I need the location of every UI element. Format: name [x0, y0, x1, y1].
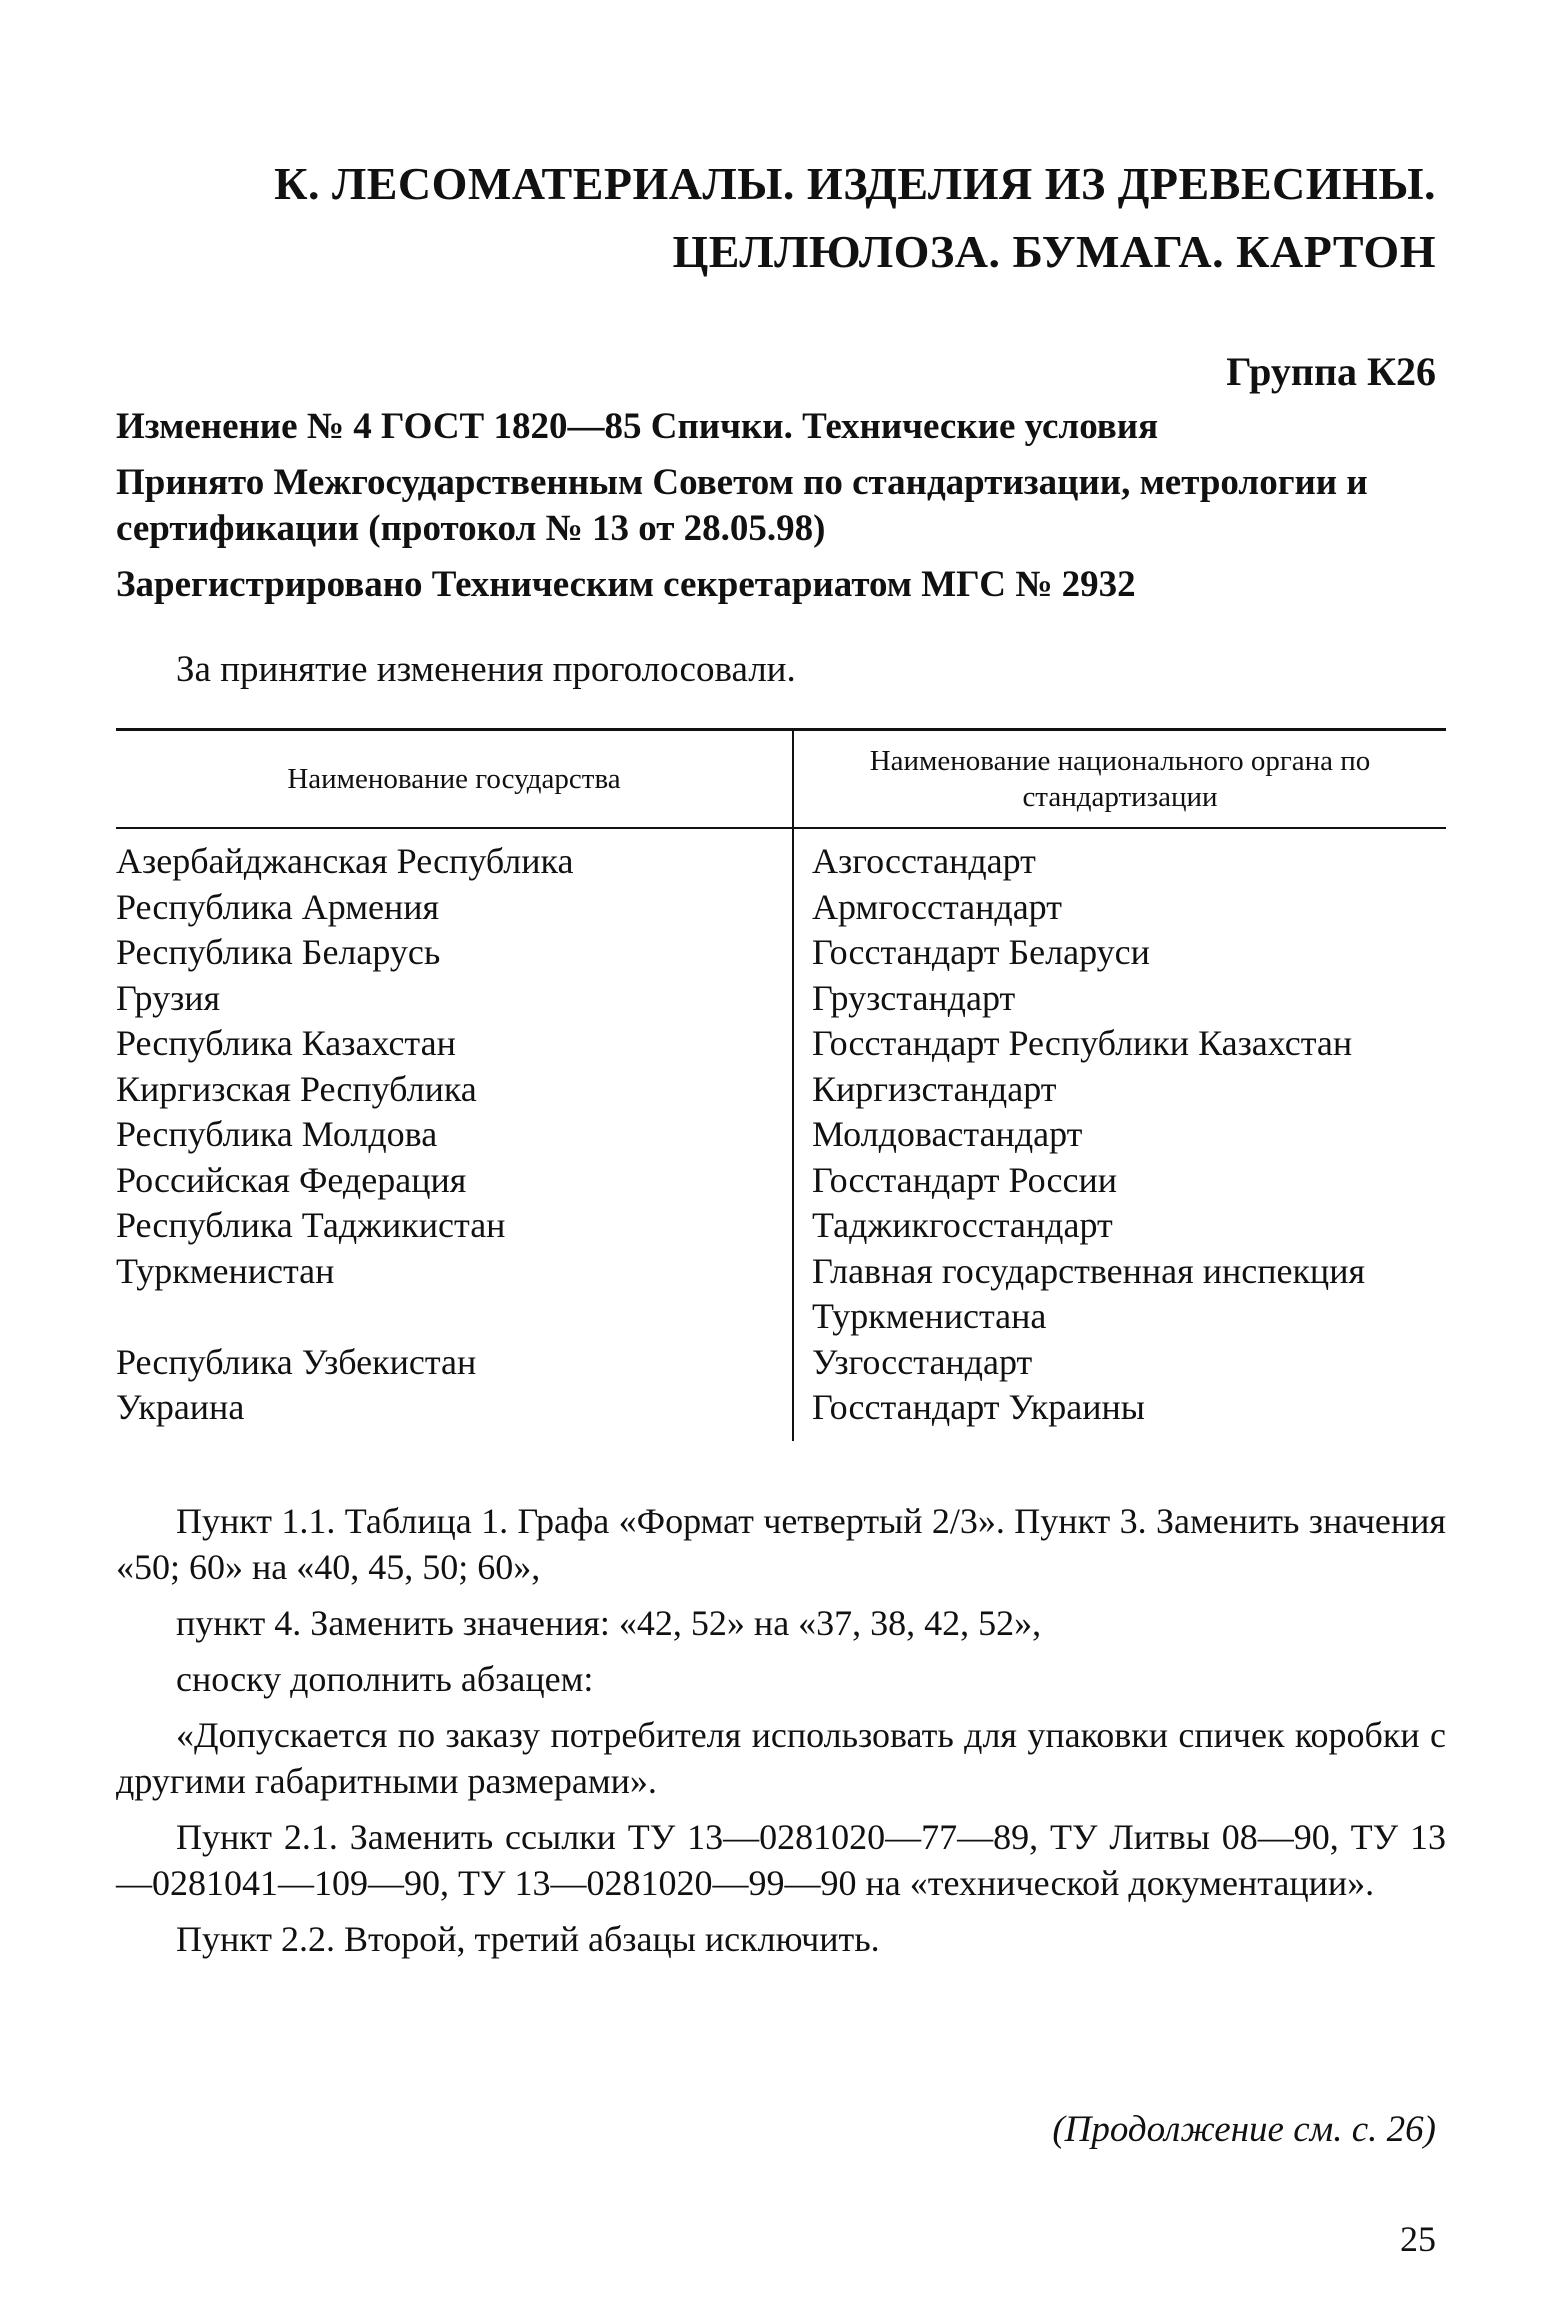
- table-body: [116, 829, 1446, 1441]
- adopted-statement: Принято Межгосударственным Советом по стандартизации, метрологии и сертификации (протокол № 13 от 28.05.98): [116, 462, 1368, 549]
- paragraph-item-2-2: Пункт 2.2. Второй, третий абзацы исключить.: [176, 1919, 880, 1959]
- state-cell: Республика Армения: [116, 886, 440, 927]
- amendment-text: [116, 1498, 1446, 1962]
- paragraph-footnote: сноску дополнить абзацем:: [176, 1659, 594, 1699]
- state-column: [116, 829, 792, 1441]
- state-cell: Республика Узбекистан: [116, 1341, 477, 1382]
- state-cell: Российская Федерация: [116, 1159, 467, 1200]
- registration-statement: Зарегистрировано Техническим секретариатом МГС № 2932: [116, 564, 1136, 605]
- section-title-line-1: К. ЛЕСОМАТЕРИАЛЫ. ИЗДЕЛИЯ ИЗ ДРЕВЕСИНЫ.: [274, 158, 1436, 209]
- body-cell: Киргизстандарт: [812, 1068, 1057, 1109]
- body-cell: Армгосстандарт: [812, 886, 1062, 927]
- voting-table: [116, 728, 1446, 1441]
- state-cell: Республика Казахстан: [116, 1023, 456, 1063]
- header-body: Наименование национального органа по стандартизации: [792, 731, 1446, 827]
- paragraph-item-1-1: Пункт 1.1. Таблица 1. Графа «Формат четвертый 2/3». Пункт 3. Заменить значения «50; 60» на «40, 45, 50; 60»,: [116, 1501, 1446, 1587]
- body-cell: Госстандарт Украины: [812, 1387, 1145, 1427]
- table-header: [116, 731, 1446, 827]
- state-cell: Республика Беларусь: [116, 932, 441, 972]
- state-cell: Республика Таджикистан: [116, 1205, 506, 1245]
- body-cell: Таджикгосстандарт: [812, 1205, 1113, 1245]
- body-cell: Госстандарт Беларуси: [812, 932, 1150, 972]
- state-cell: Азербайджанская Республика: [116, 841, 574, 881]
- paragraph-item-2-1: Пункт 2.1. Заменить ссылки ТУ 13—0281020—77—89, ТУ Литвы 08—90, ТУ 13—0281041—109—90, ТУ 13—0281020—99—90 на «технической документации».: [116, 1817, 1446, 1903]
- body-cell: Узгосстандарт: [812, 1341, 1033, 1382]
- body-cell: Госстандарт России: [812, 1159, 1117, 1200]
- body-column: [792, 829, 1444, 1441]
- paragraph-item-4: пункт 4. Заменить значения: «42, 52» на «37, 38, 42, 52»,: [176, 1603, 1042, 1643]
- body-cell: Госстандарт Республики Казахстан: [812, 1023, 1353, 1063]
- body-cell: Грузстандарт: [812, 977, 1016, 1018]
- paragraph-quote: «Допускается по заказу потребителя использовать для упаковки спичек коробки с другими габаритными размерами».: [116, 1715, 1446, 1801]
- state-cell: Грузия: [116, 977, 221, 1018]
- vote-intro: За принятие изменения проголосовали.: [176, 649, 796, 690]
- body-cell: Молдовастандарт: [812, 1114, 1083, 1154]
- page-number: 25: [1400, 2219, 1436, 2259]
- body-cell: Главная государственная инспекция Туркменистана: [812, 1250, 1366, 1336]
- state-cell: Туркменистан: [116, 1250, 335, 1291]
- section-title-line-2: ЦЕЛЛЮЛОЗА. БУМАГА. КАРТОН: [672, 226, 1436, 277]
- body-cell: Азгосстандарт: [812, 841, 1036, 881]
- continuation-note: (Продолжение см. с. 26): [1052, 2109, 1436, 2150]
- state-cell: Киргизская Республика: [116, 1068, 477, 1109]
- header-state: Наименование государства: [287, 763, 621, 795]
- state-cell: Украина: [116, 1387, 245, 1427]
- state-cell: Республика Молдова: [116, 1114, 438, 1154]
- change-title: Изменение № 4 ГОСТ 1820—85 Спички. Технические условия: [116, 406, 1159, 447]
- group-code: Группа К26: [1226, 349, 1436, 394]
- section-title: [274, 150, 1436, 286]
